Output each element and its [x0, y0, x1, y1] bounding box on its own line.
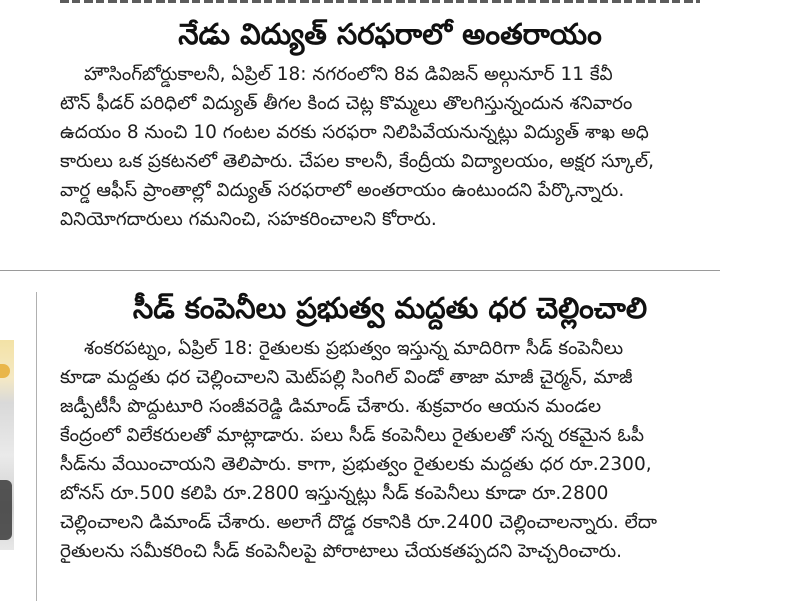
- article-headline: సీడ్ కంపెనీలు ప్రభుత్వ మద్దతు ధర చెల్లించాలి: [132, 291, 648, 325]
- article-line: వినియోగదారులు గమనించి, సహకరించాలని కోరారు.: [60, 209, 437, 230]
- clipped-text-fragment: [60, 0, 700, 3]
- article-line: జడ్పీటీసీ పొద్దుటూరి సంజీవరెడ్డి డిమాండ్ చేశారు. శుక్రవారం ఆయన మండల: [60, 396, 602, 417]
- article-line: బోనస్ రూ.500 కలిపి రూ.2800 ఇస్తున్నట్లు సీడ్ కంపెనీలు కూడా రూ.2800: [60, 483, 609, 504]
- adjacent-photo-edge: [0, 340, 14, 550]
- clipped-previous-article-line: [60, 0, 700, 6]
- article-seed-companies: [60, 288, 720, 566]
- article-line: ఉదయం 8 నుంచి 10 గంటల వరకు సరఫరా నిలిపివేయనున్నట్లు విద్యుత్ శాఖ అధి: [60, 122, 649, 143]
- photo-shadow: [0, 480, 12, 540]
- article-body: [60, 334, 720, 566]
- article-line: శంకరపట్నం, ఏప్రిల్ 18: రైతులకు ప్రభుత్వం ఇస్తున్న మాదిరిగా సీడ్ కంపెనీలు: [84, 338, 624, 359]
- article-body: [60, 60, 720, 234]
- article-line: హౌసింగ్‌బోర్డుకాలనీ, ఏప్రిల్ 18: నగరంలోని 8వ డివిజన్ అల్గునూర్ 11 కేవీ: [84, 64, 613, 85]
- article-line: కూడా మద్దతు ధర చెల్లించాలని మెట్‌పల్లి సింగిల్ విండో తాజా మాజీ చైర్మన్, మాజీ: [60, 367, 633, 388]
- column-divider: [36, 292, 37, 601]
- article-line: టౌన్ ఫీడర్ పరిధిలో విద్యుత్ తీగల కింద చెట్ల కొమ్మలు తొలగిస్తున్నందున శనివారం: [60, 93, 633, 114]
- article-power-outage: [60, 14, 720, 234]
- section-divider: [0, 270, 720, 271]
- article-line: కారులు ఒక ప్రకటనలో తెలిపారు. చేపల కాలనీ, కేంద్రీయ విద్యాలయం, అక్షర స్కూల్,: [60, 151, 655, 172]
- article-line: చెల్లించాలని డిమాండ్ చేశారు. అలాగే దొడ్డ రకానికి రూ.2400 చెల్లించాలన్నారు. లేదా: [60, 512, 657, 533]
- article-line: వార్డ ఆఫీస్ ప్రాంతాల్లో విద్యుత్ సరఫరాలో అంతరాయం ఉంటుందని పేర్కొన్నారు.: [60, 180, 625, 201]
- photo-highlight: [0, 364, 10, 378]
- article-line: కేంద్రంలో విలేకరులతో మాట్లాడారు. పలు సీడ్ కంపెనీలు రైతులతో సన్న రకమైన ఓపీ: [60, 425, 645, 446]
- article-headline: నేడు విద్యుత్ సరఫరాలో అంతరాయం: [178, 17, 602, 51]
- article-line: రైతులను సమీకరించి సీడ్ కంపెనీలపై పోరాటాలు చేయకతప్పదని హెచ్చరించారు.: [60, 541, 622, 562]
- article-line: సీడ్‌ను వేయించాయని తెలిపారు. కాగా, ప్రభుత్వం రైతులకు మద్దతు ధర రూ.2300,: [60, 454, 652, 475]
